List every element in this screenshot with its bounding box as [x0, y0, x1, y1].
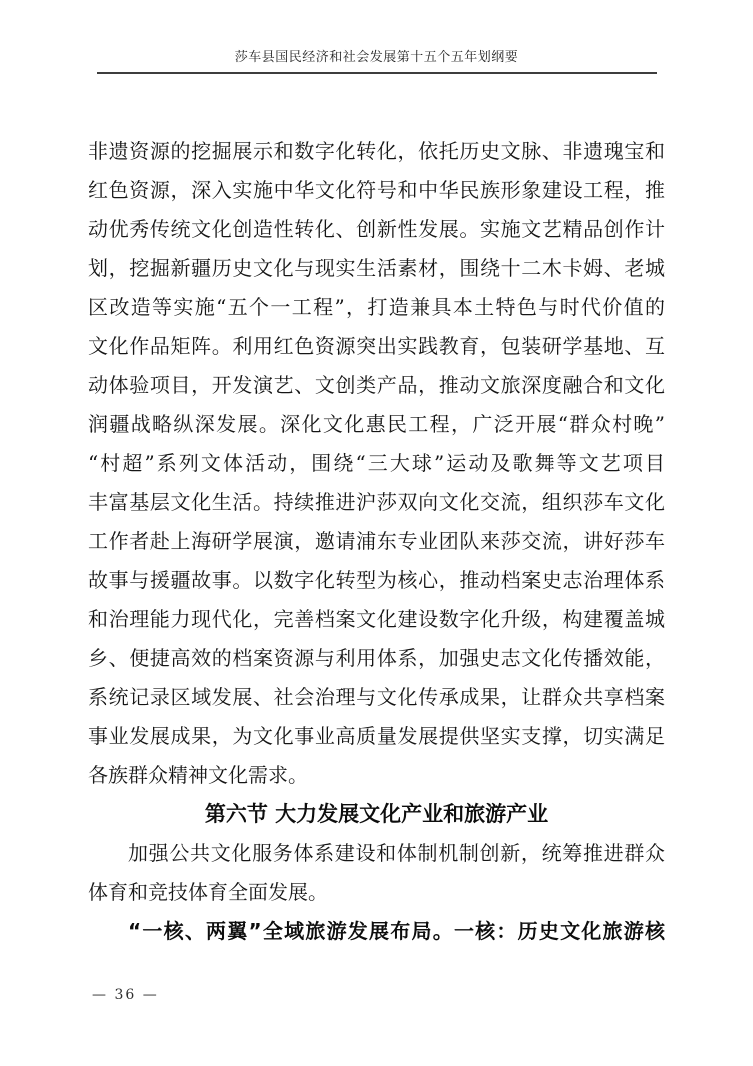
body-line: 非遗资源的挖掘展示和数字化转化，依托历史文脉、非遗瑰宝和 — [88, 139, 665, 163]
bold-lead-line: “一核、两翼”全域旅游发展布局。一核：历史文化旅游核 — [128, 919, 665, 943]
body-line: 划，挖掘新疆历史文化与现实生活素材，围绕十二木卡姆、老城 — [88, 256, 665, 280]
body-line: 动优秀传统文化创造性转化、创新性发展。实施文艺精品创作计 — [88, 217, 665, 241]
body-line: 润疆战略纵深发展。深化文化惠民工程，广泛开展“群众村晚” — [88, 412, 665, 436]
paragraph-line: 体育和竞技体育全面发展。 — [88, 880, 328, 904]
section-heading: 第六节 大力发展文化产业和旅游产业 — [204, 802, 549, 826]
body-line: 区改造等实施“五个一工程”，打造兼具本土特色与时代价值的 — [88, 295, 665, 319]
paragraph-line: 加强公共文化服务体系建设和体制机制创新，统筹推进群众 — [128, 841, 665, 865]
body-line: 系统记录区域发展、社会治理与文化传承成果，让群众共享档案 — [88, 685, 665, 709]
document-body — [88, 132, 665, 951]
body-line: 乡、便捷高效的档案资源与利用体系，加强史志文化传播效能， — [88, 646, 665, 670]
body-line: “村超”系列文体活动，围绕“三大球”运动及歌舞等文艺项目 — [88, 451, 665, 475]
body-line: 动体验项目，开发演艺、文创类产品，推动文旅深度融合和文化 — [88, 373, 665, 397]
body-line: 事业发展成果，为文化事业高质量发展提供坚实支撑，切实满足 — [88, 724, 665, 748]
header-divider-rule — [97, 72, 657, 74]
body-line: 和治理能力现代化，完善档案文化建设数字化升级，构建覆盖城 — [88, 607, 665, 631]
page-number: — 36 — — [92, 987, 159, 1003]
body-line: 各族群众精神文化需求。 — [88, 763, 308, 787]
body-line: 红色资源，深入实施中华文化符号和中华民族形象建设工程，推 — [88, 178, 665, 202]
body-line: 丰富基层文化生活。持续推进沪莎双向文化交流，组织莎车文化 — [88, 490, 665, 514]
running-header-title: 莎车县国民经济和社会发展第十五个五年划纲要 — [234, 50, 519, 65]
body-line: 故事与援疆故事。以数字化转型为核心，推动档案史志治理体系 — [88, 568, 665, 592]
body-line: 工作者赴上海研学展演，邀请浦东专业团队来莎交流，讲好莎车 — [88, 529, 665, 553]
body-line: 文化作品矩阵。利用红色资源突出实践教育，包装研学基地、互 — [88, 334, 665, 358]
